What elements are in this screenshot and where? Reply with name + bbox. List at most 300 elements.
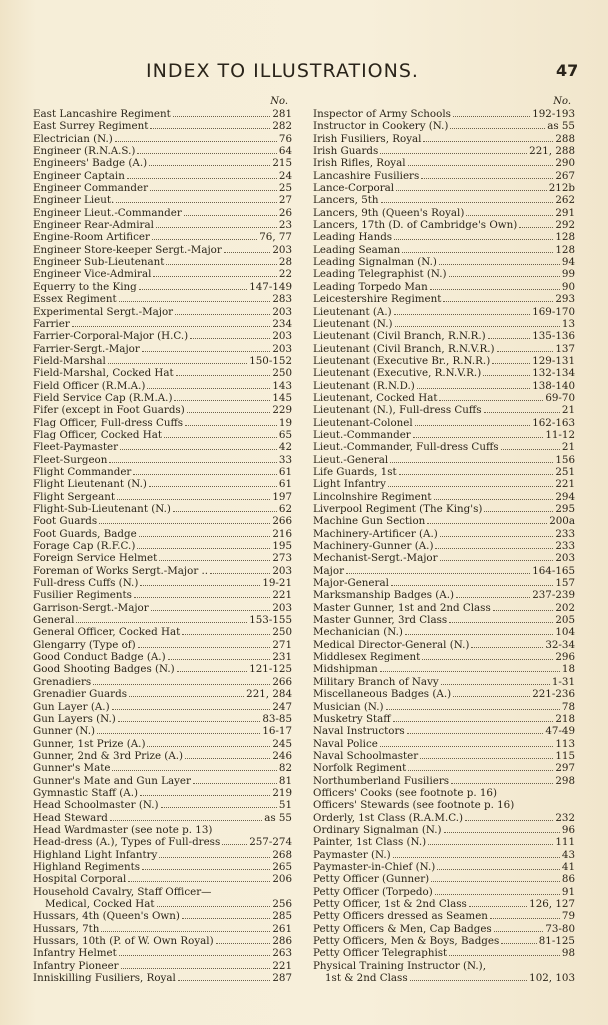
entry-number: 205: [555, 614, 575, 627]
leader-dots: [182, 910, 270, 919]
leader-dots: [434, 491, 554, 500]
entry-number: 292: [555, 219, 575, 232]
entry-number: 206: [272, 873, 292, 886]
index-entry: [33, 589, 292, 601]
entry-name: Good Shooting Badges (N.): [33, 663, 175, 676]
index-entry: [33, 343, 292, 355]
entry-number: 25: [278, 182, 292, 195]
index-entry: [33, 701, 292, 713]
entry-number: 86: [561, 873, 575, 886]
index-entry: [33, 256, 292, 268]
entry-number: 104: [555, 626, 575, 639]
index-entry: [33, 614, 292, 626]
index-entry: [313, 923, 575, 935]
index-entry: [33, 849, 292, 861]
leader-dots: [443, 293, 553, 302]
entry-name: Gunner (N.): [33, 725, 96, 738]
entry-number: 91: [561, 885, 575, 898]
leader-dots: [499, 788, 573, 796]
leader-dots: [402, 244, 553, 253]
leader-dots: [109, 454, 277, 463]
leader-dots: [380, 145, 527, 154]
index-entry: [313, 849, 575, 861]
leader-dots: [99, 515, 270, 524]
leader-dots: [119, 947, 271, 956]
entry-number: 128: [555, 231, 575, 244]
entry-name: Good Conduct Badge (A.): [33, 651, 166, 664]
entry-number: 28: [278, 256, 292, 269]
entry-name: Fifer (except in Foot Guards): [33, 404, 185, 417]
entry-number: 62: [278, 503, 292, 515]
index-entry: [313, 466, 575, 478]
entry-name: Lieut.-General: [313, 453, 389, 466]
entry-number: 99: [561, 268, 575, 281]
entry-name: Gunner, 1st Prize (A.): [33, 737, 146, 750]
index-entry: [33, 873, 292, 885]
entry-name: Lincolnshire Regiment: [313, 490, 432, 503]
leader-dots: [453, 688, 530, 697]
entry-number: 96: [561, 823, 575, 836]
entry-name: Lance-Corporal: [313, 182, 395, 195]
index-entry: [33, 861, 292, 873]
index-entry: [313, 589, 575, 601]
leader-dots: [413, 429, 544, 438]
entry-number: 24: [278, 169, 292, 182]
entry-name: Lieutenant (R.N.D.): [313, 379, 415, 392]
leader-dots: [431, 873, 560, 882]
leader-dots: [516, 800, 573, 808]
index-entry: [313, 417, 575, 429]
leader-dots: [488, 330, 531, 339]
entry-number: 268: [272, 848, 292, 861]
leader-dots: [396, 182, 547, 191]
entry-number: 11-12: [545, 428, 575, 441]
entry-name: Highland Light Infantry: [33, 848, 158, 861]
entry-name: Petty Officer, 1st & 2nd Class: [313, 898, 467, 910]
leader-dots: [142, 861, 270, 870]
leader-dots: [149, 478, 277, 487]
index-entry: [33, 157, 292, 169]
entry-name: Engineer Captain: [33, 169, 125, 182]
entry-number: 283: [272, 293, 292, 306]
entry-number: 237-239: [532, 589, 575, 602]
entry-name: Petty Officer Telegraphist: [313, 947, 448, 960]
entry-number: 18: [561, 663, 575, 676]
entry-number: 27: [278, 194, 292, 207]
index-entry: [313, 898, 575, 910]
entry-name: Foot Guards, Badge: [33, 527, 137, 540]
index-entry: [313, 725, 575, 737]
entry-name: Naval Police: [313, 737, 378, 750]
entry-name: Machine Gun Section: [313, 515, 426, 528]
index-entry: [33, 417, 292, 429]
entry-name: Lieutenant-Colonel: [313, 416, 413, 429]
entry-number: 251: [555, 465, 575, 478]
entry-name: Petty Officer (Gunner): [313, 873, 430, 886]
leader-dots: [101, 923, 270, 932]
entry-number: 215: [272, 157, 292, 170]
index-entry: [33, 886, 292, 898]
entry-number: 157: [555, 577, 575, 590]
leader-dots: [380, 738, 554, 747]
index-entry: [33, 565, 292, 577]
entry-name: Grenadier Guards: [33, 688, 127, 701]
entry-name: Naval Instructors: [313, 725, 405, 738]
entry-number: 291: [555, 206, 575, 219]
entry-name: Major: [313, 564, 344, 577]
leader-dots: [386, 701, 560, 710]
index-entry: [33, 515, 292, 527]
entry-number: 143: [272, 379, 292, 392]
entry-name: Orderly, 1st Class (R.A.M.C.): [313, 811, 464, 824]
entry-name: Midshipman: [313, 663, 378, 676]
entry-name: Hussars, 4th (Queen's Own): [33, 910, 180, 923]
leader-dots: [142, 343, 271, 352]
leader-dots: [490, 910, 560, 919]
entry-name: Hussars, 7th: [33, 922, 100, 935]
leader-dots: [391, 577, 553, 586]
entry-name: Flight Lieutenant (N.): [33, 478, 147, 491]
entry-number: 19: [278, 416, 292, 429]
index-entry: [33, 552, 292, 564]
entry-name: Full-dress Cuffs (N.): [33, 577, 139, 590]
leader-dots: [76, 614, 247, 623]
leader-dots: [193, 775, 277, 784]
entry-number: 76, 77: [259, 231, 292, 244]
index-entry: [313, 133, 575, 145]
entry-name: Field-Marshal, Cocked Hat: [33, 367, 174, 380]
entry-name: Norfolk Regiment: [313, 762, 407, 775]
entry-number: 256: [272, 898, 292, 910]
index-entry: [313, 663, 575, 675]
leader-dots: [115, 133, 277, 142]
entry-number: 78: [561, 700, 575, 713]
entry-number: 203: [272, 564, 292, 577]
entry-number: 294: [555, 490, 575, 503]
entry-name: Leading Torpedo Man: [313, 280, 428, 293]
index-entry: [33, 836, 292, 848]
leader-dots: [139, 528, 271, 537]
entry-name: Petty Officers dressed as Seamen: [313, 910, 488, 923]
leader-dots: [501, 441, 560, 450]
entry-number: 298: [555, 774, 575, 787]
entry-name: Flight-Sub-Lieutenant (N.): [33, 503, 171, 515]
entry-name: Painter, 1st Class (N.): [313, 836, 427, 849]
entry-name: Field Officer (R.M.A.): [33, 379, 146, 392]
entry-number: 250: [272, 367, 292, 380]
index-entry: [33, 676, 292, 688]
index-entry: [33, 577, 292, 589]
entry-number: 261: [272, 922, 292, 935]
index-entry: [313, 775, 575, 787]
entry-number: 197: [272, 490, 292, 503]
index-entry: [33, 528, 292, 540]
entry-name: Field-Marshal: [33, 354, 106, 367]
entry-name: Engineer (R.N.A.S.): [33, 145, 136, 158]
entry-name: Head Wardmaster (see note p. 13): [33, 823, 213, 836]
index-entry: [313, 540, 575, 552]
leader-dots: [161, 799, 277, 808]
leader-dots: [435, 886, 560, 895]
leader-dots: [346, 565, 530, 574]
entry-number: 81: [278, 774, 292, 787]
entry-name: Fleet-Paymaster: [33, 441, 119, 454]
index-entry: [313, 429, 575, 441]
entry-name: Middlesex Regiment: [313, 651, 421, 664]
entry-number: 266: [272, 515, 292, 528]
entry-name: Mechanician (N.): [313, 626, 403, 639]
entry-name: Gun Layer (A.): [33, 700, 110, 713]
entry-number: 262: [555, 194, 575, 207]
leader-dots: [381, 194, 554, 203]
entry-name: Flag Officer, Cocked Hat: [33, 428, 162, 441]
entry-name: Master Gunner, 3rd Class: [313, 614, 448, 627]
index-entry: [313, 404, 575, 416]
leader-dots: [483, 367, 530, 376]
leader-dots: [497, 343, 554, 352]
index-entry: [33, 651, 292, 663]
leader-dots: [415, 417, 531, 426]
leader-dots: [140, 787, 270, 796]
index-entry: [33, 750, 292, 762]
index-entry: [33, 133, 292, 145]
entry-number: 21: [561, 404, 575, 417]
entry-name: Lancashire Fusiliers: [313, 169, 420, 182]
leader-dots: [153, 268, 277, 277]
entry-name: Gunner, 2nd & 3rd Prize (A.): [33, 749, 184, 762]
entry-number: 247: [272, 700, 292, 713]
leader-dots: [149, 157, 270, 166]
number-column-heading: No.: [270, 96, 288, 107]
entry-number: 65: [278, 428, 292, 441]
index-entry: [313, 836, 575, 848]
index-entry: [33, 725, 292, 737]
entry-name: Infantry Pioneer: [33, 959, 119, 972]
index-column-right: [313, 96, 575, 984]
leader-dots: [118, 713, 261, 722]
entry-number: 98: [561, 947, 575, 960]
entry-name: Hospital Corporal: [33, 873, 127, 886]
entry-name: Light Infantry: [313, 478, 386, 491]
leader-dots: [110, 812, 262, 821]
leader-dots: [441, 676, 550, 685]
leader-dots: [157, 898, 271, 907]
entry-number: 221-236: [532, 688, 575, 701]
entry-number: as 55: [264, 811, 292, 824]
entry-number: 61: [278, 478, 292, 491]
entry-name: Engineer Commander: [33, 182, 149, 195]
entry-number: 26: [278, 206, 292, 219]
index-entry: [33, 367, 292, 379]
leader-dots: [182, 626, 270, 635]
index-entry: [313, 108, 575, 120]
entry-name: Marksmanship Badges (A.): [313, 589, 455, 602]
leader-dots: [139, 281, 247, 290]
index-entry: [313, 231, 575, 243]
entry-name: Leading Seaman: [313, 243, 401, 256]
leader-dots: [417, 380, 530, 389]
entry-number: 81-125: [538, 935, 575, 948]
leader-dots: [410, 972, 528, 981]
index-entry: [313, 688, 575, 700]
leader-dots: [222, 836, 247, 845]
index-entry: [33, 108, 292, 120]
leader-dots: [116, 194, 277, 203]
entry-number: 153-155: [249, 614, 292, 627]
entry-name: Physical Training Instructor (N.),: [313, 959, 486, 972]
entry-name: General Officer, Cocked Hat: [33, 626, 181, 639]
leader-dots: [93, 676, 270, 685]
entry-name: Lieutenant (Civil Branch, R.N.R.): [313, 330, 486, 343]
entry-number: 290: [555, 157, 575, 170]
index-entry: [33, 972, 292, 984]
entry-number: 129-131: [532, 354, 575, 367]
index-entry: [33, 170, 292, 182]
index-entry: [33, 812, 292, 824]
leader-dots: [121, 960, 271, 969]
entry-number: 295: [555, 503, 575, 515]
page-title: INDEX TO ILLUSTRATIONS.: [146, 60, 419, 82]
entry-number: 221: [272, 589, 292, 602]
entry-number: 16-17: [262, 725, 292, 738]
leader-dots: [152, 231, 257, 240]
leader-dots: [450, 120, 545, 129]
index-entry: [313, 491, 575, 503]
leader-dots: [449, 614, 553, 623]
entry-name: East Surrey Regiment: [33, 120, 149, 133]
leader-dots: [492, 355, 530, 364]
index-entry: [313, 602, 575, 614]
entry-number: 233: [555, 527, 575, 540]
index-entry: [313, 626, 575, 638]
leader-dots: [190, 330, 270, 339]
entry-name: Petty Officer (Torpedo): [313, 885, 433, 898]
entry-number: 231: [272, 651, 292, 664]
entry-name: Household Cavalry, Staff Officer—: [33, 885, 212, 898]
entry-name: Head-dress (A.), Types of Full-dress: [33, 836, 221, 849]
entry-name: Liverpool Regiment (The King's): [313, 503, 483, 515]
entry-number: 156: [555, 453, 575, 466]
index-entry: [33, 923, 292, 935]
index-entry: [313, 651, 575, 663]
entry-name: Paymaster (N.): [313, 848, 391, 861]
entry-number: 297: [555, 762, 575, 775]
index-entry: [313, 787, 575, 799]
entry-name: Paymaster-in-Chief (N.): [313, 860, 436, 873]
index-entry: [33, 762, 292, 774]
entry-name: Essex Regiment: [33, 293, 117, 306]
entry-name: Lieutenant (Civil Branch, R.N.V.R.): [313, 342, 495, 355]
entry-number: 221, 288: [529, 145, 575, 158]
index-entry: [313, 614, 575, 626]
leader-dots: [394, 231, 553, 240]
entry-number: 229: [272, 404, 292, 417]
index-entry: [33, 182, 292, 194]
index-entry: [313, 120, 575, 132]
leader-dots: [119, 293, 271, 302]
index-entry: [33, 268, 292, 280]
leader-dots: [484, 404, 560, 413]
leader-dots: [428, 836, 553, 845]
index-entry: [33, 824, 292, 836]
entry-number: 22: [278, 268, 292, 281]
entry-name: Engineer Lieut.: [33, 194, 115, 207]
entry-name: East Lancashire Regiment: [33, 108, 171, 120]
index-entry: [313, 157, 575, 169]
leader-dots: [437, 861, 560, 870]
leader-dots: [435, 540, 553, 549]
leader-dots: [393, 849, 560, 858]
entry-number: 21: [561, 441, 575, 454]
entry-number: 286: [272, 935, 292, 948]
entry-name: Engineer Lieut.-Commander: [33, 206, 182, 219]
index-entry: [313, 886, 575, 898]
leader-dots: [159, 849, 270, 858]
index-entry: [33, 960, 292, 972]
entry-name: Inspector of Army Schools: [313, 108, 451, 120]
leader-dots: [440, 552, 554, 561]
leader-dots: [444, 824, 560, 833]
index-entry: [33, 293, 292, 305]
entry-number: 102, 103: [529, 972, 575, 985]
entry-name: Irish Guards: [313, 145, 379, 158]
index-entry: [313, 762, 575, 774]
entry-number: 203: [272, 330, 292, 343]
entry-name: Lieutenant (Executive Br., R.N.R.): [313, 354, 491, 367]
index-entry: [313, 454, 575, 466]
entry-name: Gun Layers (N.): [33, 712, 116, 725]
leader-dots: [469, 898, 527, 907]
index-entry: [33, 663, 292, 675]
entry-name: Lieutenant, Cocked Hat: [313, 391, 438, 404]
leader-dots: [439, 392, 543, 401]
entry-number: 281: [272, 108, 292, 120]
leader-dots: [423, 133, 553, 142]
index-entry: [313, 799, 575, 811]
entry-number: 233: [555, 540, 575, 553]
index-entry: [33, 688, 292, 700]
index-entry: [313, 676, 575, 688]
entry-name: Foot Guards: [33, 515, 98, 528]
entry-name: Flight Commander: [33, 465, 132, 478]
entry-name: Mechanist-Sergt.-Major: [313, 552, 438, 565]
entry-number: as 55: [547, 120, 575, 133]
leader-dots: [224, 244, 271, 253]
leader-dots: [466, 207, 553, 216]
entry-name: Farrier: [33, 317, 70, 330]
entry-number: 203: [555, 552, 575, 565]
entry-name: Lieut.-Commander, Full-dress Cuffs: [313, 441, 499, 454]
index-entry: [313, 355, 575, 367]
entry-name: Irish Fusiliers, Royal: [313, 132, 422, 145]
index-entry: [313, 873, 575, 885]
index-entry: [313, 515, 575, 527]
index-entry: [313, 330, 575, 342]
leader-dots: [175, 306, 270, 315]
entry-number: 296: [555, 651, 575, 664]
entry-name: Military Branch of Navy: [313, 675, 439, 688]
leader-dots: [394, 306, 531, 315]
entry-number: 245: [272, 737, 292, 750]
index-entry: [313, 577, 575, 589]
leader-dots: [456, 589, 530, 598]
leader-dots: [137, 540, 270, 549]
entry-number: 216: [272, 527, 292, 540]
entry-name: Engineer Store-keeper Sergt.-Major: [33, 243, 222, 256]
entry-number: 64: [278, 145, 292, 158]
index-entry: [33, 306, 292, 318]
leader-dots: [407, 725, 544, 734]
